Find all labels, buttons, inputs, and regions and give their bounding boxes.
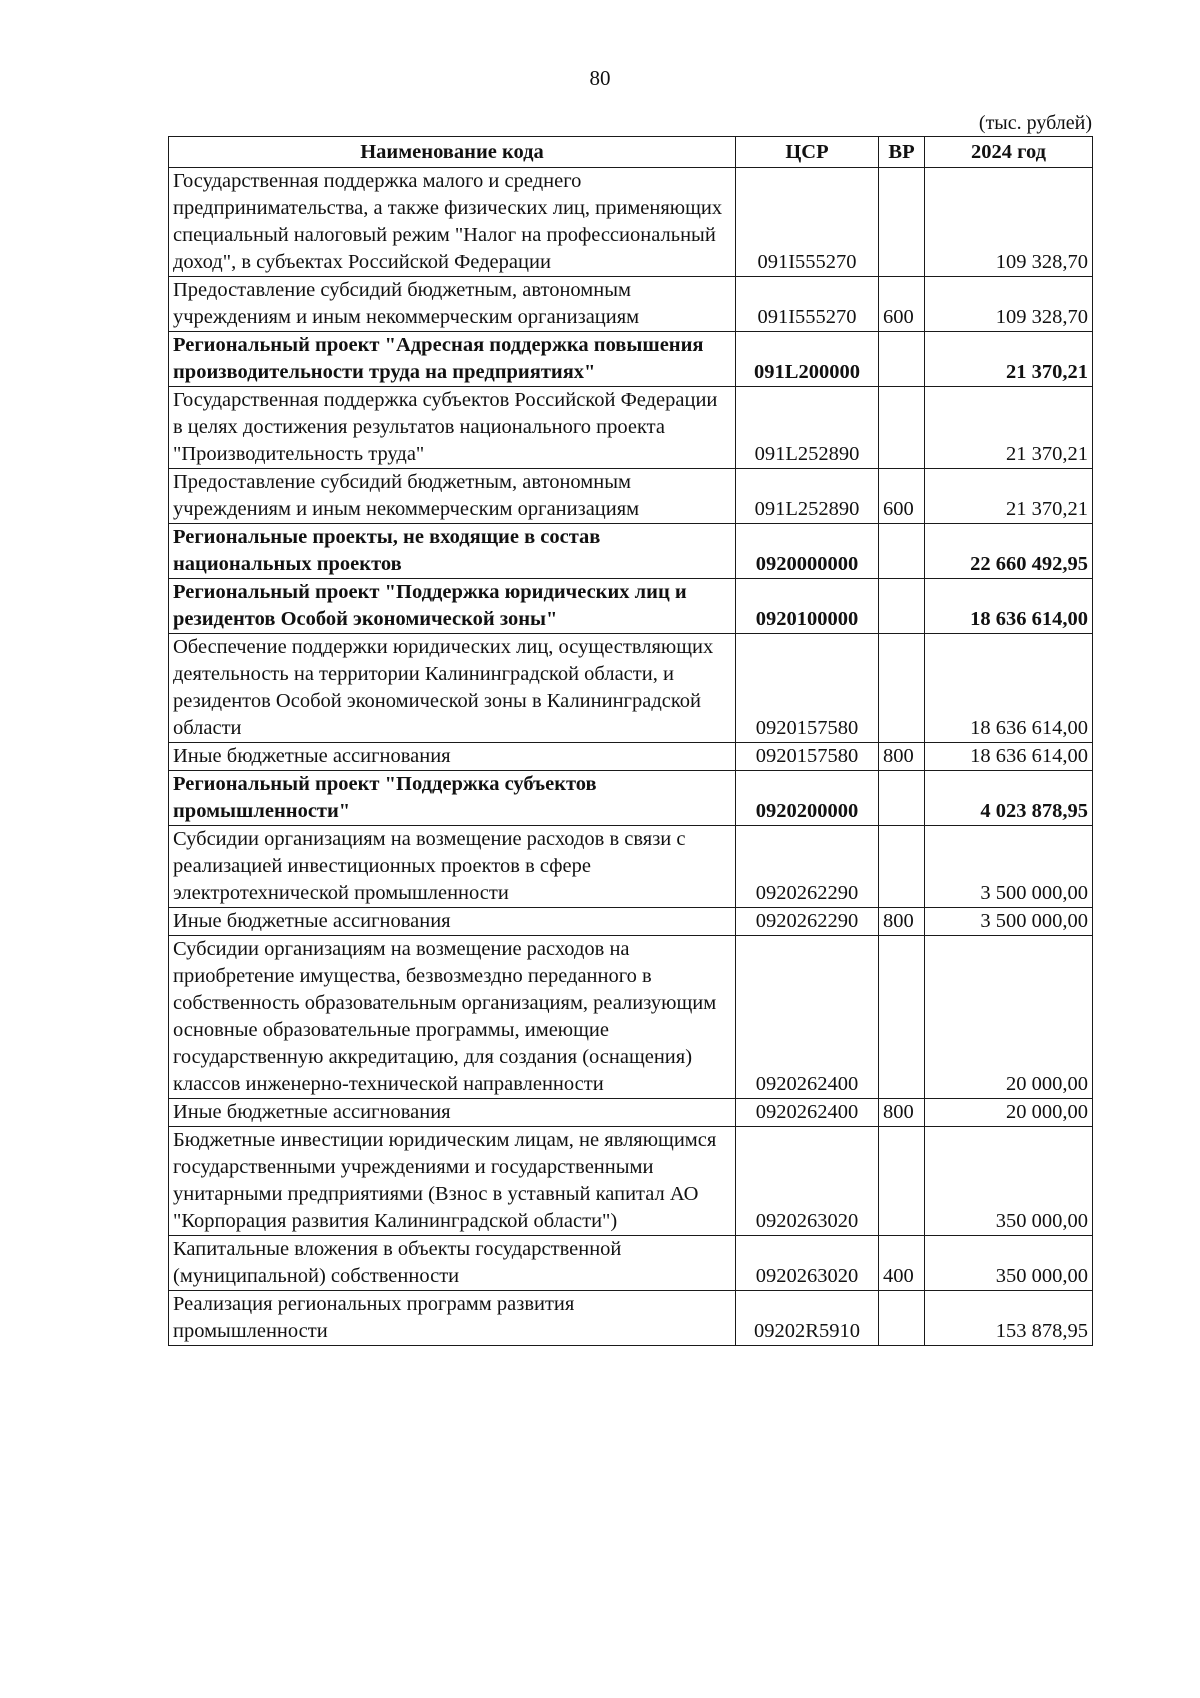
cell-amount: 21 370,21 bbox=[925, 469, 1093, 524]
cell-name: Реализация региональных программ развития промышленности bbox=[169, 1291, 736, 1346]
units-note: (тыс. рублей) bbox=[978, 112, 1092, 134]
cell-csr: 09202R5910 bbox=[736, 1291, 879, 1346]
cell-amount: 18 636 614,00 bbox=[925, 634, 1093, 743]
cell-vr bbox=[879, 1127, 925, 1236]
cell-name: Иные бюджетные ассигнования bbox=[169, 743, 736, 771]
cell-amount: 3 500 000,00 bbox=[925, 826, 1093, 908]
cell-name: Обеспечение поддержки юридических лиц, осуществляющих деятельность на территории Калининградской области, и резидентов Особой экономической зоны в Калининградской области bbox=[169, 634, 736, 743]
cell-vr: 600 bbox=[879, 277, 925, 332]
table-row bbox=[169, 634, 1093, 743]
cell-csr: 0920157580 bbox=[736, 743, 879, 771]
cell-csr: 0920262290 bbox=[736, 826, 879, 908]
cell-amount: 3 500 000,00 bbox=[925, 908, 1093, 936]
cell-name: Региональные проекты, не входящие в состав национальных проектов bbox=[169, 524, 736, 579]
table-row bbox=[169, 1236, 1093, 1291]
cell-csr: 0920000000 bbox=[736, 524, 879, 579]
table-row bbox=[169, 387, 1093, 469]
cell-name: Субсидии организациям на возмещение расходов на приобретение имущества, безвозмездно переданного в собственность образовательным организациям, реализующим основные образовательные программы, имеющие государственную аккредитацию, для создания (оснащения) классов инженерно-технической направленности bbox=[169, 936, 736, 1099]
cell-vr: 400 bbox=[879, 1236, 925, 1291]
cell-name: Иные бюджетные ассигнования bbox=[169, 1099, 736, 1127]
table-row bbox=[169, 524, 1093, 579]
cell-name: Региональный проект "Адресная поддержка повышения производительности труда на предприятиях" bbox=[169, 332, 736, 387]
cell-csr: 0920100000 bbox=[736, 579, 879, 634]
header-name: Наименование кода bbox=[169, 137, 736, 168]
table-header-row bbox=[169, 137, 1093, 168]
cell-name: Государственная поддержка малого и среднего предпринимательства, а также физических лиц, применяющих специальный налоговый режим "Налог на профессиональный доход", в субъектах Российской Федерации bbox=[169, 168, 736, 277]
cell-csr: 0920157580 bbox=[736, 634, 879, 743]
table-row bbox=[169, 743, 1093, 771]
table-row bbox=[169, 1291, 1093, 1346]
cell-vr bbox=[879, 168, 925, 277]
table-row bbox=[169, 579, 1093, 634]
cell-csr: 0920263020 bbox=[736, 1236, 879, 1291]
cell-name: Государственная поддержка субъектов Российской Федерации в целях достижения результатов национального проекта "Производительность труда" bbox=[169, 387, 736, 469]
cell-name: Капитальные вложения в объекты государственной (муниципальной) собственности bbox=[169, 1236, 736, 1291]
cell-amount: 18 636 614,00 bbox=[925, 743, 1093, 771]
cell-vr bbox=[879, 634, 925, 743]
table-row bbox=[169, 1127, 1093, 1236]
table-row bbox=[169, 1099, 1093, 1127]
table-row bbox=[169, 332, 1093, 387]
table-row bbox=[169, 771, 1093, 826]
cell-amount: 350 000,00 bbox=[925, 1127, 1093, 1236]
cell-amount: 21 370,21 bbox=[925, 387, 1093, 469]
cell-amount: 109 328,70 bbox=[925, 277, 1093, 332]
cell-amount: 4 023 878,95 bbox=[925, 771, 1093, 826]
cell-csr: 091I555270 bbox=[736, 168, 879, 277]
cell-csr: 0920200000 bbox=[736, 771, 879, 826]
cell-csr: 091I555270 bbox=[736, 277, 879, 332]
cell-vr: 800 bbox=[879, 1099, 925, 1127]
page-number: 80 bbox=[589, 66, 611, 90]
cell-csr: 0920262290 bbox=[736, 908, 879, 936]
table-row bbox=[169, 908, 1093, 936]
header-csr: ЦСР bbox=[736, 137, 879, 168]
cell-csr: 091L252890 bbox=[736, 469, 879, 524]
cell-amount: 153 878,95 bbox=[925, 1291, 1093, 1346]
table-row bbox=[169, 936, 1093, 1099]
header-year: 2024 год bbox=[925, 137, 1093, 168]
table-body bbox=[169, 168, 1093, 1346]
cell-csr: 0920262400 bbox=[736, 1099, 879, 1127]
cell-name: Предоставление субсидий бюджетным, автономным учреждениям и иным некоммерческим организациям bbox=[169, 469, 736, 524]
table-row bbox=[169, 168, 1093, 277]
budget-table bbox=[168, 136, 1093, 1346]
cell-vr bbox=[879, 387, 925, 469]
cell-vr: 600 bbox=[879, 469, 925, 524]
cell-csr: 091L252890 bbox=[736, 387, 879, 469]
cell-vr bbox=[879, 332, 925, 387]
header-vr: ВР bbox=[879, 137, 925, 168]
cell-amount: 20 000,00 bbox=[925, 1099, 1093, 1127]
table-row bbox=[169, 826, 1093, 908]
cell-amount: 21 370,21 bbox=[925, 332, 1093, 387]
table-row bbox=[169, 277, 1093, 332]
cell-vr bbox=[879, 826, 925, 908]
cell-amount: 109 328,70 bbox=[925, 168, 1093, 277]
cell-csr: 091L200000 bbox=[736, 332, 879, 387]
cell-vr bbox=[879, 936, 925, 1099]
cell-name: Региональный проект "Поддержка юридических лиц и резидентов Особой экономической зоны" bbox=[169, 579, 736, 634]
cell-name: Бюджетные инвестиции юридическим лицам, не являющимся государственными учреждениями и государственными унитарными предприятиями (Взнос в уставный капитал АО "Корпорация развития Калининградской области") bbox=[169, 1127, 736, 1236]
cell-name: Субсидии организациям на возмещение расходов в связи с реализацией инвестиционных проектов в сфере электротехнической промышленности bbox=[169, 826, 736, 908]
cell-amount: 18 636 614,00 bbox=[925, 579, 1093, 634]
cell-vr bbox=[879, 1291, 925, 1346]
cell-vr: 800 bbox=[879, 743, 925, 771]
cell-vr bbox=[879, 524, 925, 579]
cell-name: Иные бюджетные ассигнования bbox=[169, 908, 736, 936]
table-row bbox=[169, 469, 1093, 524]
cell-name: Региональный проект "Поддержка субъектов промышленности" bbox=[169, 771, 736, 826]
cell-vr: 800 bbox=[879, 908, 925, 936]
cell-amount: 20 000,00 bbox=[925, 936, 1093, 1099]
cell-vr bbox=[879, 579, 925, 634]
cell-amount: 22 660 492,95 bbox=[925, 524, 1093, 579]
cell-csr: 0920263020 bbox=[736, 1127, 879, 1236]
cell-amount: 350 000,00 bbox=[925, 1236, 1093, 1291]
cell-vr bbox=[879, 771, 925, 826]
cell-csr: 0920262400 bbox=[736, 936, 879, 1099]
cell-name: Предоставление субсидий бюджетным, автономным учреждениям и иным некоммерческим организациям bbox=[169, 277, 736, 332]
